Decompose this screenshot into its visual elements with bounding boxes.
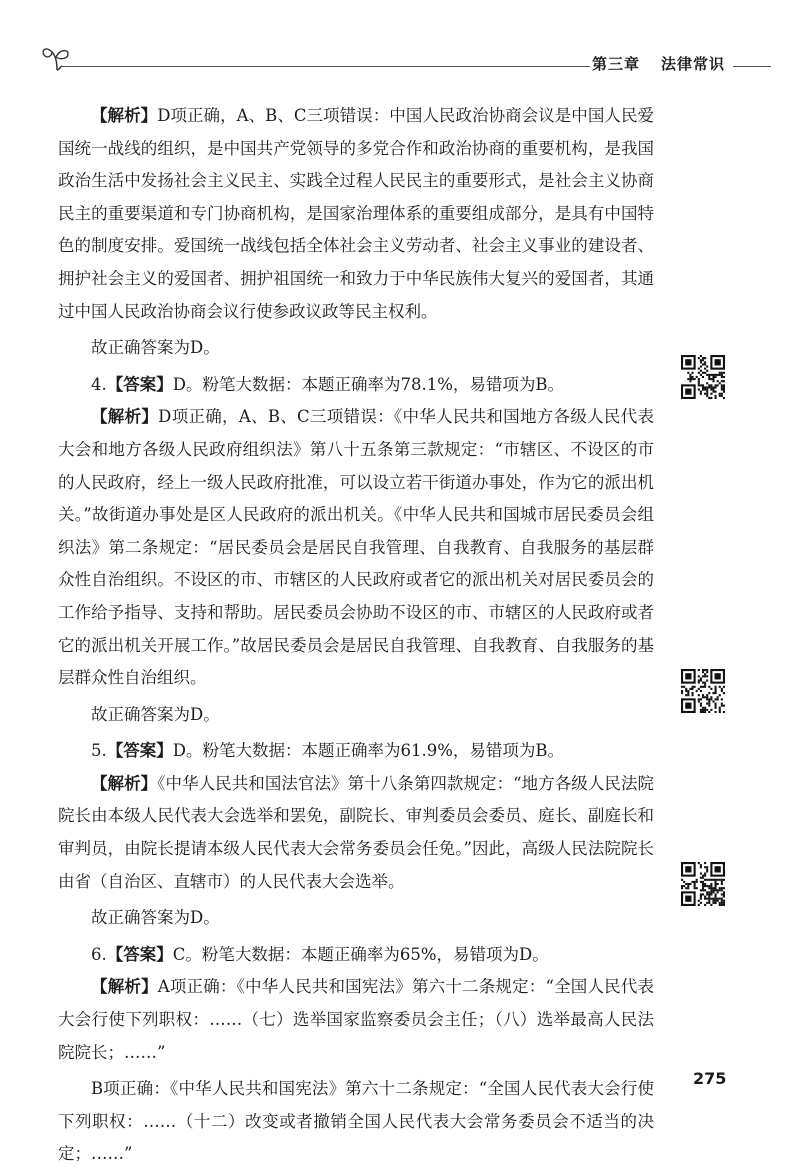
paragraph: 【解析】A项正确：《中华人民共和国宪法》第六十二条规定：“全国人民代表大会行使下列职权：……（七）选举国家监察委员会主任；（八）选举最高人民法院院长；……” <box>58 977 655 1062</box>
answer-line: 5.【答案】D。粉笔大数据：本题正确率为61.9%，易错项为B。 <box>91 741 565 761</box>
qr-code-icon[interactable] <box>681 669 725 713</box>
header-divider <box>62 66 590 67</box>
paragraph: 【解析】D项正确，A、B、C三项错误：中国人民政治协商会议是中国人民爱国统一战线的组织，是中国共产党领导的多党合作和政治协商的重要机构，是我国政治生活中发扬社会主义民主、实践全过程人民民主的重要形式，是社会主义协商民主的重要渠道和专门协商机构，是国家治理体系的重要组成部分，是具有中国特色的制度安排。爱国统一战线包括全体社会主义劳动者、社会主义事业的建设者、拥护社会主义的爱国者、拥护祖国统一和致力于中华民族伟大复兴的爱国者，其通过中国人民政治协商会议行使参政议政等民主权利。 <box>58 106 654 321</box>
header-divider-right <box>733 66 771 67</box>
page-number: 275 <box>693 1069 727 1088</box>
answer-line: 6.【答案】C。粉笔大数据：本题正确率为65%，易错项为D。 <box>91 944 549 964</box>
paragraph: 故正确答案为D。 <box>91 704 220 724</box>
qr-code-icon[interactable] <box>681 355 725 399</box>
paragraph: 故正确答案为D。 <box>91 908 220 928</box>
chapter-label: 第三章 <box>592 55 641 73</box>
leaf-sprout-icon <box>40 44 74 74</box>
page-body <box>58 100 654 1171</box>
answer-line: 4.【答案】D。粉笔大数据：本题正确率为78.1%，易错项为B。 <box>91 374 565 394</box>
qr-code-icon[interactable] <box>681 862 725 906</box>
chapter-title: 法律常识 <box>661 55 726 73</box>
paragraph: B项正确：《中华人民共和国宪法》第六十二条规定：“全国人民代表大会行使下列职权：……（十二）改变或者撤销全国人民代表大会常务委员会不适当的决定；……” <box>58 1079 654 1164</box>
paragraph: 【解析】D项正确，A、B、C三项错误：《中华人民共和国地方各级人民代表大会和地方各级人民政府组织法》第八十五条第三款规定：“市辖区、不设区的市的人民政府，经上一级人民政府批准，可以设立若干街道办事处，作为它的派出机关。”故街道办事处是区人民政府的派出机关。《中华人民共和国城市居民委员会组织法》第二条规定：“居民委员会是居民自我管理、自我教育、自我服务的基层群众性自治组织。不设区的市、市辖区的人民政府或者它的派出机关对居民委员会的工作给予指导、支持和帮助。居民委员会协助不设区的市、市辖区的人民政府或者它的派出机关开展工作。”故居民委员会是居民自我管理、自我教育、自我服务的基层群众性自治组织。 <box>58 407 655 688</box>
paragraph: 【解析】《中华人民共和国法官法》第十八条第四款规定：“地方各级人民法院院长由本级人民代表大会选举和罢免，副院长、审判委员会委员、庭长、副庭长和审判员，由院长提请本级人民代表大会常务委员会任免。”因此，高级人民法院院长由省（自治区、直辖市）的人民代表大会选举。 <box>58 773 655 891</box>
paragraph: 故正确答案为D。 <box>91 338 220 358</box>
